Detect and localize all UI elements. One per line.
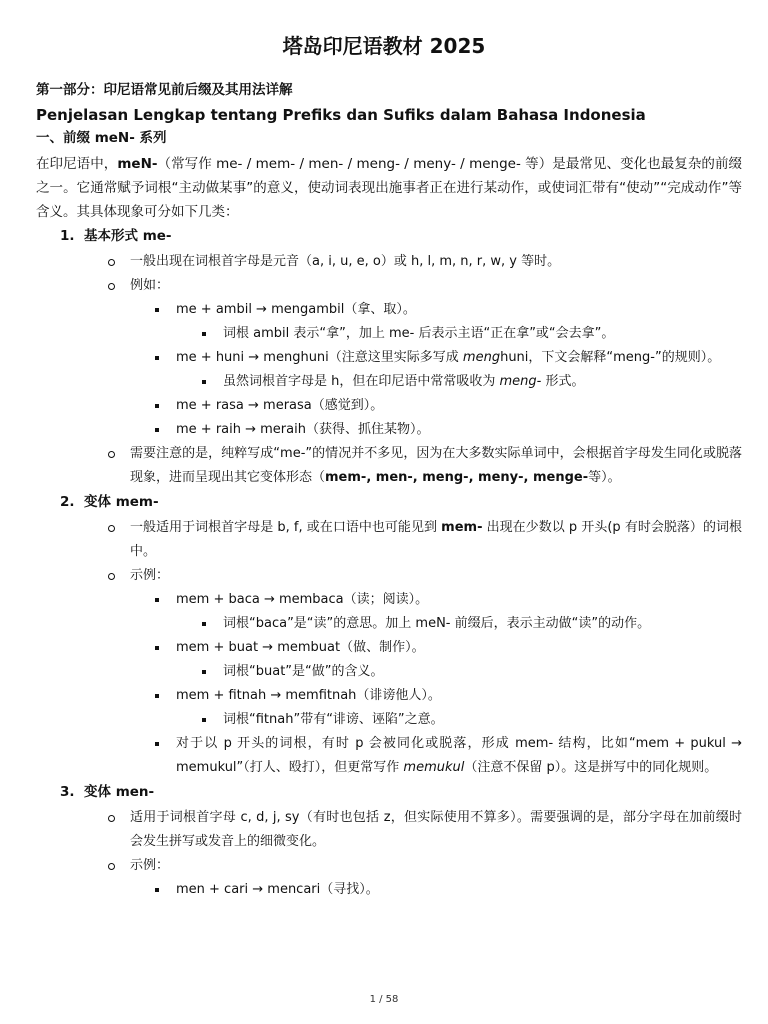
subsection-2-heading xyxy=(36,490,742,516)
list-item-text-rest: 等）。 xyxy=(588,470,621,485)
subsection-number: 1. xyxy=(60,228,75,244)
circle-bullet-icon xyxy=(108,525,115,532)
circle-bullet-icon xyxy=(108,573,115,580)
list-item xyxy=(36,442,742,490)
intro-text: 在印尼语中， xyxy=(36,156,118,172)
note-text: 词根“baca”是“读”的意思。加上 meN- 前缀后，表示主动做“读”的动作。 xyxy=(223,616,651,631)
example-text: mem + fitnah → memfitnah（诽谤他人）。 xyxy=(176,688,441,703)
list-item-text: 示例： xyxy=(130,858,170,873)
subsection-3-heading xyxy=(36,780,742,806)
example-item xyxy=(36,418,742,442)
list-item-text: 示例： xyxy=(130,568,170,583)
square-bullet-icon xyxy=(202,332,206,336)
part-heading: 第一部分：印尼语常见前后缀及其用法详解 xyxy=(36,82,293,98)
list-item-text: 一般适用于词根首字母是 b, f, 或在口语中也可能见到 xyxy=(130,520,442,535)
example-text: me + ambil → mengambil（拿、取）。 xyxy=(176,302,416,317)
circle-bullet-icon xyxy=(108,815,115,822)
list-item xyxy=(36,516,742,564)
example-italic-term: memukul xyxy=(403,760,465,775)
intro-prefix-term: meN- xyxy=(117,156,158,172)
example-note xyxy=(36,660,742,684)
note-italic-term: meng- xyxy=(499,374,542,389)
section-heading: 一、前缀 meN- 系列 xyxy=(36,130,167,146)
circle-bullet-icon xyxy=(108,259,115,266)
square-bullet-icon xyxy=(202,380,206,384)
example-text-rest: huni，下文会解释“meng-”的规则）。 xyxy=(500,350,721,365)
intro-paragraph xyxy=(36,152,742,224)
example-note xyxy=(36,322,742,346)
example-note xyxy=(36,612,742,636)
list-item-text-rest: 出现在少数以 p 开头(p 有时会脱落）的词根中。 xyxy=(130,520,742,559)
note-text: 词根“fitnah”带有“诽谤、诬陷”之意。 xyxy=(223,712,444,727)
square-bullet-icon xyxy=(155,308,159,312)
intro-text-rest: （常写作 me- / mem- / men- / meng- / meny- / menge- 等）是最常见、变化也最复杂的前缀之一。它通常赋予词根“主动做某事”的意义，使动词表现出施事者正在进行某动作，或使词汇带有“使动”“完成动作”等含义。其具体现象可分如下几类： xyxy=(36,156,743,220)
subsection-title: 变体 men- xyxy=(84,784,155,800)
part-heading-indonesian: Penjelasan Lengkap tentang Prefiks dan Sufiks dalam Bahasa Indonesia xyxy=(36,106,646,124)
example-item xyxy=(36,732,742,780)
square-bullet-icon xyxy=(155,694,159,698)
circle-bullet-icon xyxy=(108,283,115,290)
example-text: mem + baca → membaca（读；阅读）。 xyxy=(176,592,429,607)
example-item xyxy=(36,636,742,660)
subsection-1-heading xyxy=(36,224,742,250)
square-bullet-icon xyxy=(155,428,159,432)
example-note xyxy=(36,370,742,394)
square-bullet-icon xyxy=(155,646,159,650)
square-bullet-icon xyxy=(155,356,159,360)
example-text: me + raih → meraih（获得、抓住某物）。 xyxy=(176,422,430,437)
example-item xyxy=(36,394,742,418)
example-item xyxy=(36,684,742,708)
example-item xyxy=(36,588,742,612)
note-text: 词根 ambil 表示“拿”，加上 me- 后表示主语“正在拿”或“会去拿”。 xyxy=(223,326,615,341)
example-text: me + huni → menghuni（注意这里实际多写成 xyxy=(176,350,463,365)
list-item xyxy=(36,564,742,588)
square-bullet-icon xyxy=(155,598,159,602)
square-bullet-icon xyxy=(155,742,159,746)
example-text-rest: （注意不保留 p）。这是拼写中的同化规则。 xyxy=(464,760,718,775)
example-text: men + cari → mencari（寻找）。 xyxy=(176,882,379,897)
square-bullet-icon xyxy=(202,670,206,674)
note-text: 词根“buat”是“做”的含义。 xyxy=(223,664,384,679)
subsection-number: 2. xyxy=(60,494,75,510)
document-body xyxy=(36,80,742,902)
subsection-number: 3. xyxy=(60,784,75,800)
example-text: me + rasa → merasa（感觉到）。 xyxy=(176,398,384,413)
note-text-rest: 形式。 xyxy=(541,374,585,389)
subsection-title: 基本形式 me- xyxy=(84,228,172,244)
note-text: 虽然词根首字母是 h，但在印尼语中常常吸收为 xyxy=(223,374,500,389)
example-item xyxy=(36,346,742,370)
list-item xyxy=(36,250,742,274)
list-item-text: 一般出现在词根首字母是元音（a, i, u, e, o）或 h, l, m, n, r, w, y 等时。 xyxy=(130,254,561,269)
square-bullet-icon xyxy=(155,404,159,408)
example-italic-term: meng xyxy=(462,350,501,365)
example-item xyxy=(36,878,742,902)
square-bullet-icon xyxy=(202,622,206,626)
circle-bullet-icon xyxy=(108,451,115,458)
circle-bullet-icon xyxy=(108,863,115,870)
list-item-text: 适用于词根首字母 c, d, j, sy（有时也包括 z，但实际使用不算多）。需要强调的是，部分字母在加前缀时会发生拼写或发音上的细微变化。 xyxy=(130,810,742,849)
example-item xyxy=(36,298,742,322)
variant-list-term: mem-, men-, meng-, meny-, menge- xyxy=(325,470,589,485)
subsection-title: 变体 mem- xyxy=(84,494,159,510)
page-title: 塔岛印尼语教材 2025 xyxy=(282,34,486,58)
page-number: 1 / 58 xyxy=(369,994,399,1005)
list-item-text: 需要注意的是，纯粹写成“me-”的情况并不多见，因为在大多数实际单词中，会根据首字母发生同化或脱落现象，进而呈现出其它变体形态（ xyxy=(130,446,742,485)
square-bullet-icon xyxy=(202,718,206,722)
list-item-text: 例如： xyxy=(130,278,170,293)
example-text: 对于以 p 开头的词根，有时 p 会被同化或脱落，形成 mem- 结构，比如“mem + pukul → memukul”（打人、殴打），但更常写作 xyxy=(176,736,742,775)
example-text: mem + buat → membuat（做、制作）。 xyxy=(176,640,425,655)
square-bullet-icon xyxy=(155,888,159,892)
list-item xyxy=(36,274,742,298)
list-item xyxy=(36,854,742,878)
prefix-term: mem- xyxy=(441,520,483,535)
list-item xyxy=(36,806,742,854)
example-note xyxy=(36,708,742,732)
